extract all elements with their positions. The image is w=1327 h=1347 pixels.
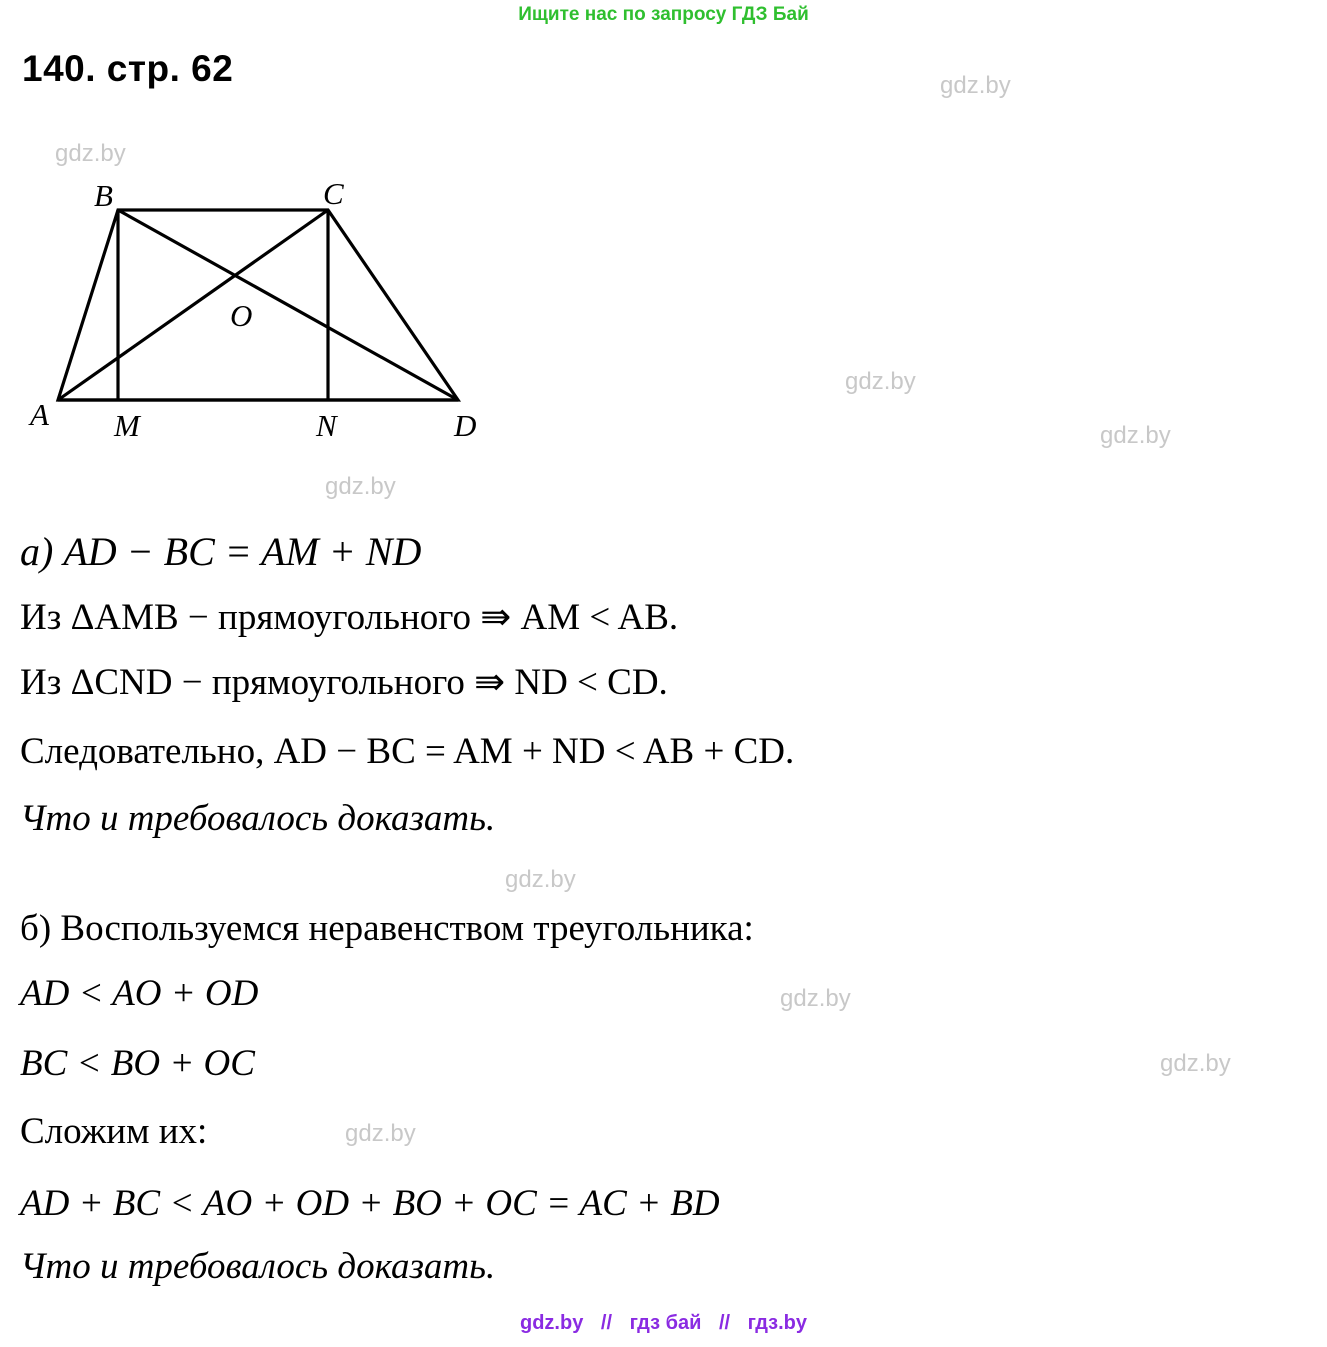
solution-line-a: а) AD − BC = AM + ND: [20, 529, 422, 574]
solution-line-h: BC < BO + OC: [20, 1043, 255, 1084]
watermark: gdz.by: [845, 368, 916, 395]
solution-line-f: б) Воспользуемся неравенством треугольника:: [20, 908, 754, 949]
vertex-label-b: B: [94, 178, 113, 213]
vertex-label-a: A: [30, 397, 49, 432]
watermark: gdz.by: [345, 1120, 416, 1147]
vertex-label-o: O: [230, 298, 253, 333]
vertex-label-m: M: [114, 408, 140, 443]
footer-link-3[interactable]: гдз.by: [747, 1312, 807, 1334]
solution-line-c: Из ΔCND − прямоугольного ⇛ ND < CD.: [20, 662, 668, 703]
site-promo-banner: Ищите нас по запросу ГДЗ Бай: [518, 4, 809, 25]
footer-link-2[interactable]: гдз бай: [629, 1312, 702, 1334]
vertex-label-c: C: [323, 176, 344, 211]
watermark: gdz.by: [505, 866, 576, 893]
vertex-label-d: D: [454, 408, 477, 443]
solution-line-b: Из ΔAMB − прямоугольного ⇛ AM < AB.: [20, 597, 679, 638]
footer-separator-2: //: [718, 1312, 731, 1334]
solution-line-g: AD < AO + OD: [20, 973, 259, 1014]
footer-links: [0, 1312, 1327, 1335]
watermark: gdz.by: [940, 72, 1011, 99]
solution-line-k: Что и требовалось доказать.: [20, 1246, 496, 1287]
solution-line-e: Что и требовалось доказать.: [20, 798, 496, 839]
watermark: gdz.by: [325, 473, 396, 500]
watermark: gdz.by: [1100, 422, 1171, 449]
page-title: 140. стр. 62: [22, 48, 234, 89]
watermark: gdz.by: [780, 985, 851, 1012]
watermark: gdz.by: [55, 140, 126, 167]
trapezoid-figure: [18, 160, 538, 460]
solution-line-d: Следовательно, AD − BC = AM + ND < AB + CD.: [20, 731, 795, 772]
footer-separator-1: //: [600, 1312, 613, 1334]
footer-link-1[interactable]: gdz.by: [520, 1312, 584, 1334]
vertex-label-n: N: [316, 408, 337, 443]
watermark: gdz.by: [1160, 1050, 1231, 1077]
solution-line-j: AD + BC < AO + OD + BO + OC = AC + BD: [20, 1183, 720, 1224]
solution-line-i: Сложим их:: [20, 1111, 208, 1152]
